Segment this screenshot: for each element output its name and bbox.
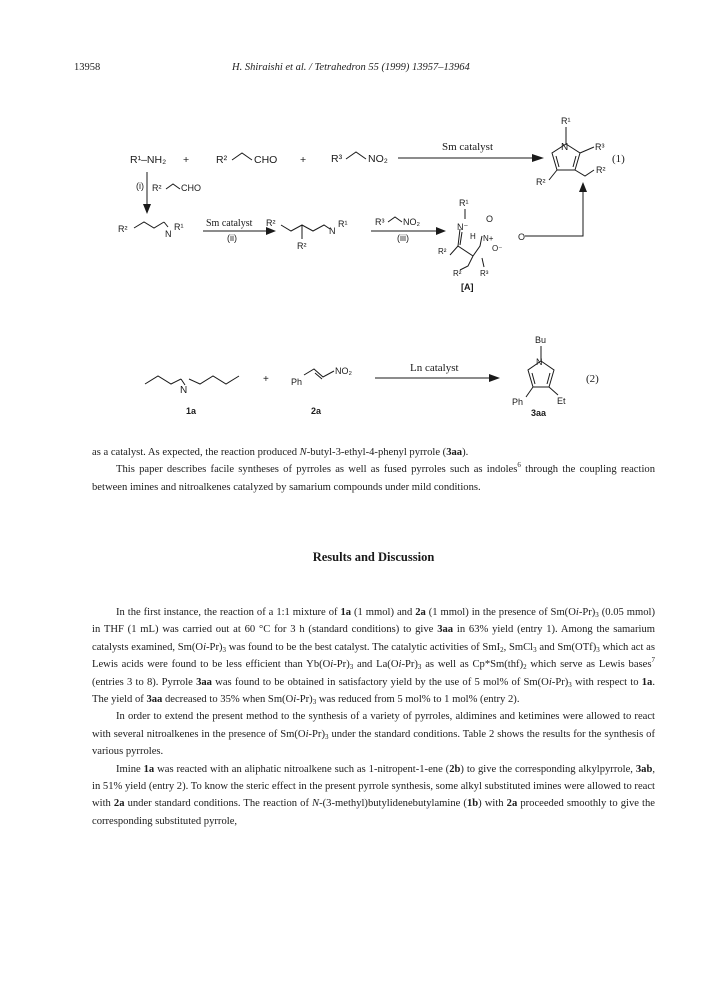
amine-label: R¹–NH₂	[130, 154, 167, 166]
intro-paragraph-2: This paper describes facile syntheses of pyrroles as well as fused pyrroles such as indoles$^6$ through the coupling reaction between imines and nitroalkenes catalyzed by samarium compounds under mild conditions.	[92, 461, 655, 493]
equation-number-1: (1)	[612, 153, 625, 165]
reaction-scheme-figure	[0, 0, 720, 440]
conj-imine-r2-branch: R²	[297, 241, 307, 251]
pyrrole-3aa-ring	[526, 346, 558, 397]
label-1a: 1a	[186, 406, 197, 416]
step-iii-label: (iii)	[397, 233, 409, 243]
int-a-r1: R¹	[459, 198, 469, 208]
conj-imine-r2: R²	[266, 218, 276, 228]
equation-number-2: (2)	[586, 373, 599, 385]
imine-1a-right-chain	[189, 376, 239, 384]
product-3aa-bu: Bu	[535, 335, 547, 345]
intro-paragraph-1: as a catalyst. As expected, the reaction produced N-butyl-3-ethyl-4-phenyl pyrrole (3aa).	[92, 447, 469, 458]
label-2a: 2a	[311, 406, 322, 416]
step-iii-no2: NO₂	[403, 217, 420, 227]
catalyst-label-top: Sm catalyst	[442, 141, 494, 153]
step-iii-r3: R³	[375, 217, 385, 227]
return-arrow	[525, 188, 583, 236]
aldimine-n: N	[165, 229, 172, 239]
nitrostyrene-no2: NO₂	[335, 366, 352, 376]
aldimine-cn-bond	[164, 222, 168, 227]
plus-1: +	[183, 154, 190, 166]
aldimine-r2: R²	[118, 224, 128, 234]
return-o: O	[518, 232, 526, 242]
int-a-r2-chain: R²	[453, 269, 462, 278]
step-i-r2: R²	[152, 183, 162, 193]
int-a-nplus: N+	[483, 234, 494, 243]
nitrostyrene-double	[315, 373, 322, 379]
conj-imine-r1: R¹	[338, 219, 348, 229]
int-a-ominus: O⁻	[492, 244, 503, 253]
product-r2-chain: R²	[596, 165, 606, 175]
nitroalkane-chain-bond	[346, 152, 366, 159]
product-r1: R¹	[561, 116, 571, 126]
arrowhead-eq1	[532, 154, 544, 162]
results-paragraph-2: In order to extend the present method to the synthesis of a variety of pyrroles, aldimines and ketimines were allowed to react with several nitroalkenes in the presence of $Sm(Oi-Pr)_3$ under the standard conditions. Table 2 shows the results for the synthesis of various pyrroles.	[92, 711, 655, 758]
product-r2-ring: R²	[536, 177, 546, 187]
ln-catalyst-label: Ln catalyst	[410, 362, 459, 374]
step-i-chain	[166, 184, 180, 189]
product-3aa-et: Et	[557, 396, 566, 406]
int-a-r2-ring: R²	[438, 247, 447, 256]
product-n: N	[561, 142, 569, 153]
int-a-nminus: N⁻	[457, 222, 469, 232]
product-3aa-n: N	[536, 357, 543, 367]
int-a-o-top: O	[486, 214, 494, 224]
results-paragraph-3: Imine 1a was reacted with an aliphatic nitroalkene such as 1-nitropent-1-ene (2b) to give the corresponding alkylpyrrole, 3ab, in 51% yield (entry 2). To know the steric effect in the present pyrrole synthesis, some alkyl substituted imines were allowed to react with 2a under standard conditions. The reaction of N-(3-methyl)butylidenebutylamine (1b) with 2a proceeded smoothly to give the corresponding substituted pyrrole,	[92, 763, 656, 827]
journal-reference: H. Shiraishi et al. / Tetrahedron 55 (1999) 13957–13964	[232, 62, 470, 73]
intermediate-a-bonds	[450, 209, 484, 270]
arrowhead-step-ii	[266, 227, 276, 235]
arrowhead-eq2	[489, 374, 500, 382]
int-a-h: H	[470, 232, 476, 241]
catalyst-label-ii: Sm catalyst	[206, 218, 253, 229]
imine-1a-n: N	[180, 385, 188, 396]
int-a-r3: R³	[480, 269, 489, 278]
plus-2: +	[300, 154, 307, 166]
arrowhead-step-i	[143, 204, 151, 214]
step-iii-chain	[388, 217, 402, 222]
arrowhead-step-iii	[436, 227, 446, 235]
page-number: 13958	[74, 62, 101, 73]
product-r3: R³	[595, 142, 605, 152]
step-i-cho: CHO	[181, 183, 201, 193]
aldehyde-r2: R²	[216, 154, 228, 166]
section-heading-results: Results and Discussion	[312, 550, 435, 564]
results-paragraph-1: In the first instance, the reaction of a 1:1 mixture of 1a (1 mmol) and 2a (1 mmol) in the presence of $Sm(Oi-Pr)_3$ (0.05 mmol) in THF (1 mL) was carried out at 60 °C for 3 h (standard conditions) to give 3aa in 63% yield (entry 1). Among the samarium catalysts examined, $Sm(Oi-Pr)_3$ was found to be the best catalyst. The catalytic activities of SmI$_2$, SmCl$_3$ and $Sm(OTf)_3$ which act as Lewis acids were found to be less efficient than $Yb(Oi-Pr)_3$ and $La(Oi-Pr)_3$ as well as $Cp*Sm(thf)_2$ which serve as Lewis bases$^7$ (entries 3 to 8). Pyrrole 3aa was found to be obtained in satisfactory yield by the use of 5 mol% of $Sm(Oi-Pr)_3$ with respect to 1a. The yield of 3aa decreased to 35% when $Sm(Oi-Pr)_3$ was reduced from 5 mol% to 1 mol% (entry 2).	[92, 607, 655, 707]
aldimine-chain-bonds	[134, 222, 164, 228]
plus-3: +	[263, 374, 269, 385]
aldehyde-chain-bond	[232, 153, 252, 160]
imine-1a-left-chain	[145, 376, 181, 384]
intermediate-a-label: [A]	[461, 282, 474, 292]
label-3aa: 3aa	[531, 408, 547, 418]
aldehyde-cho: CHO	[254, 154, 278, 166]
step-ii-label: (ii)	[227, 233, 237, 243]
aldimine-r1: R¹	[174, 222, 184, 232]
intro-text	[92, 444, 655, 496]
nitrostyrene-ph: Ph	[291, 377, 303, 387]
conjugated-imine-bonds	[281, 225, 330, 231]
nitroalkane-no2: NO₂	[368, 153, 388, 165]
arrowhead-return	[579, 182, 587, 192]
nitroalkane-r3: R³	[331, 153, 343, 165]
step-i-label: (i)	[136, 181, 144, 191]
pyrrole-product-ring	[549, 127, 594, 180]
conj-imine-n: N	[329, 226, 336, 236]
results-text	[92, 604, 655, 830]
product-3aa-ph: Ph	[512, 397, 524, 407]
